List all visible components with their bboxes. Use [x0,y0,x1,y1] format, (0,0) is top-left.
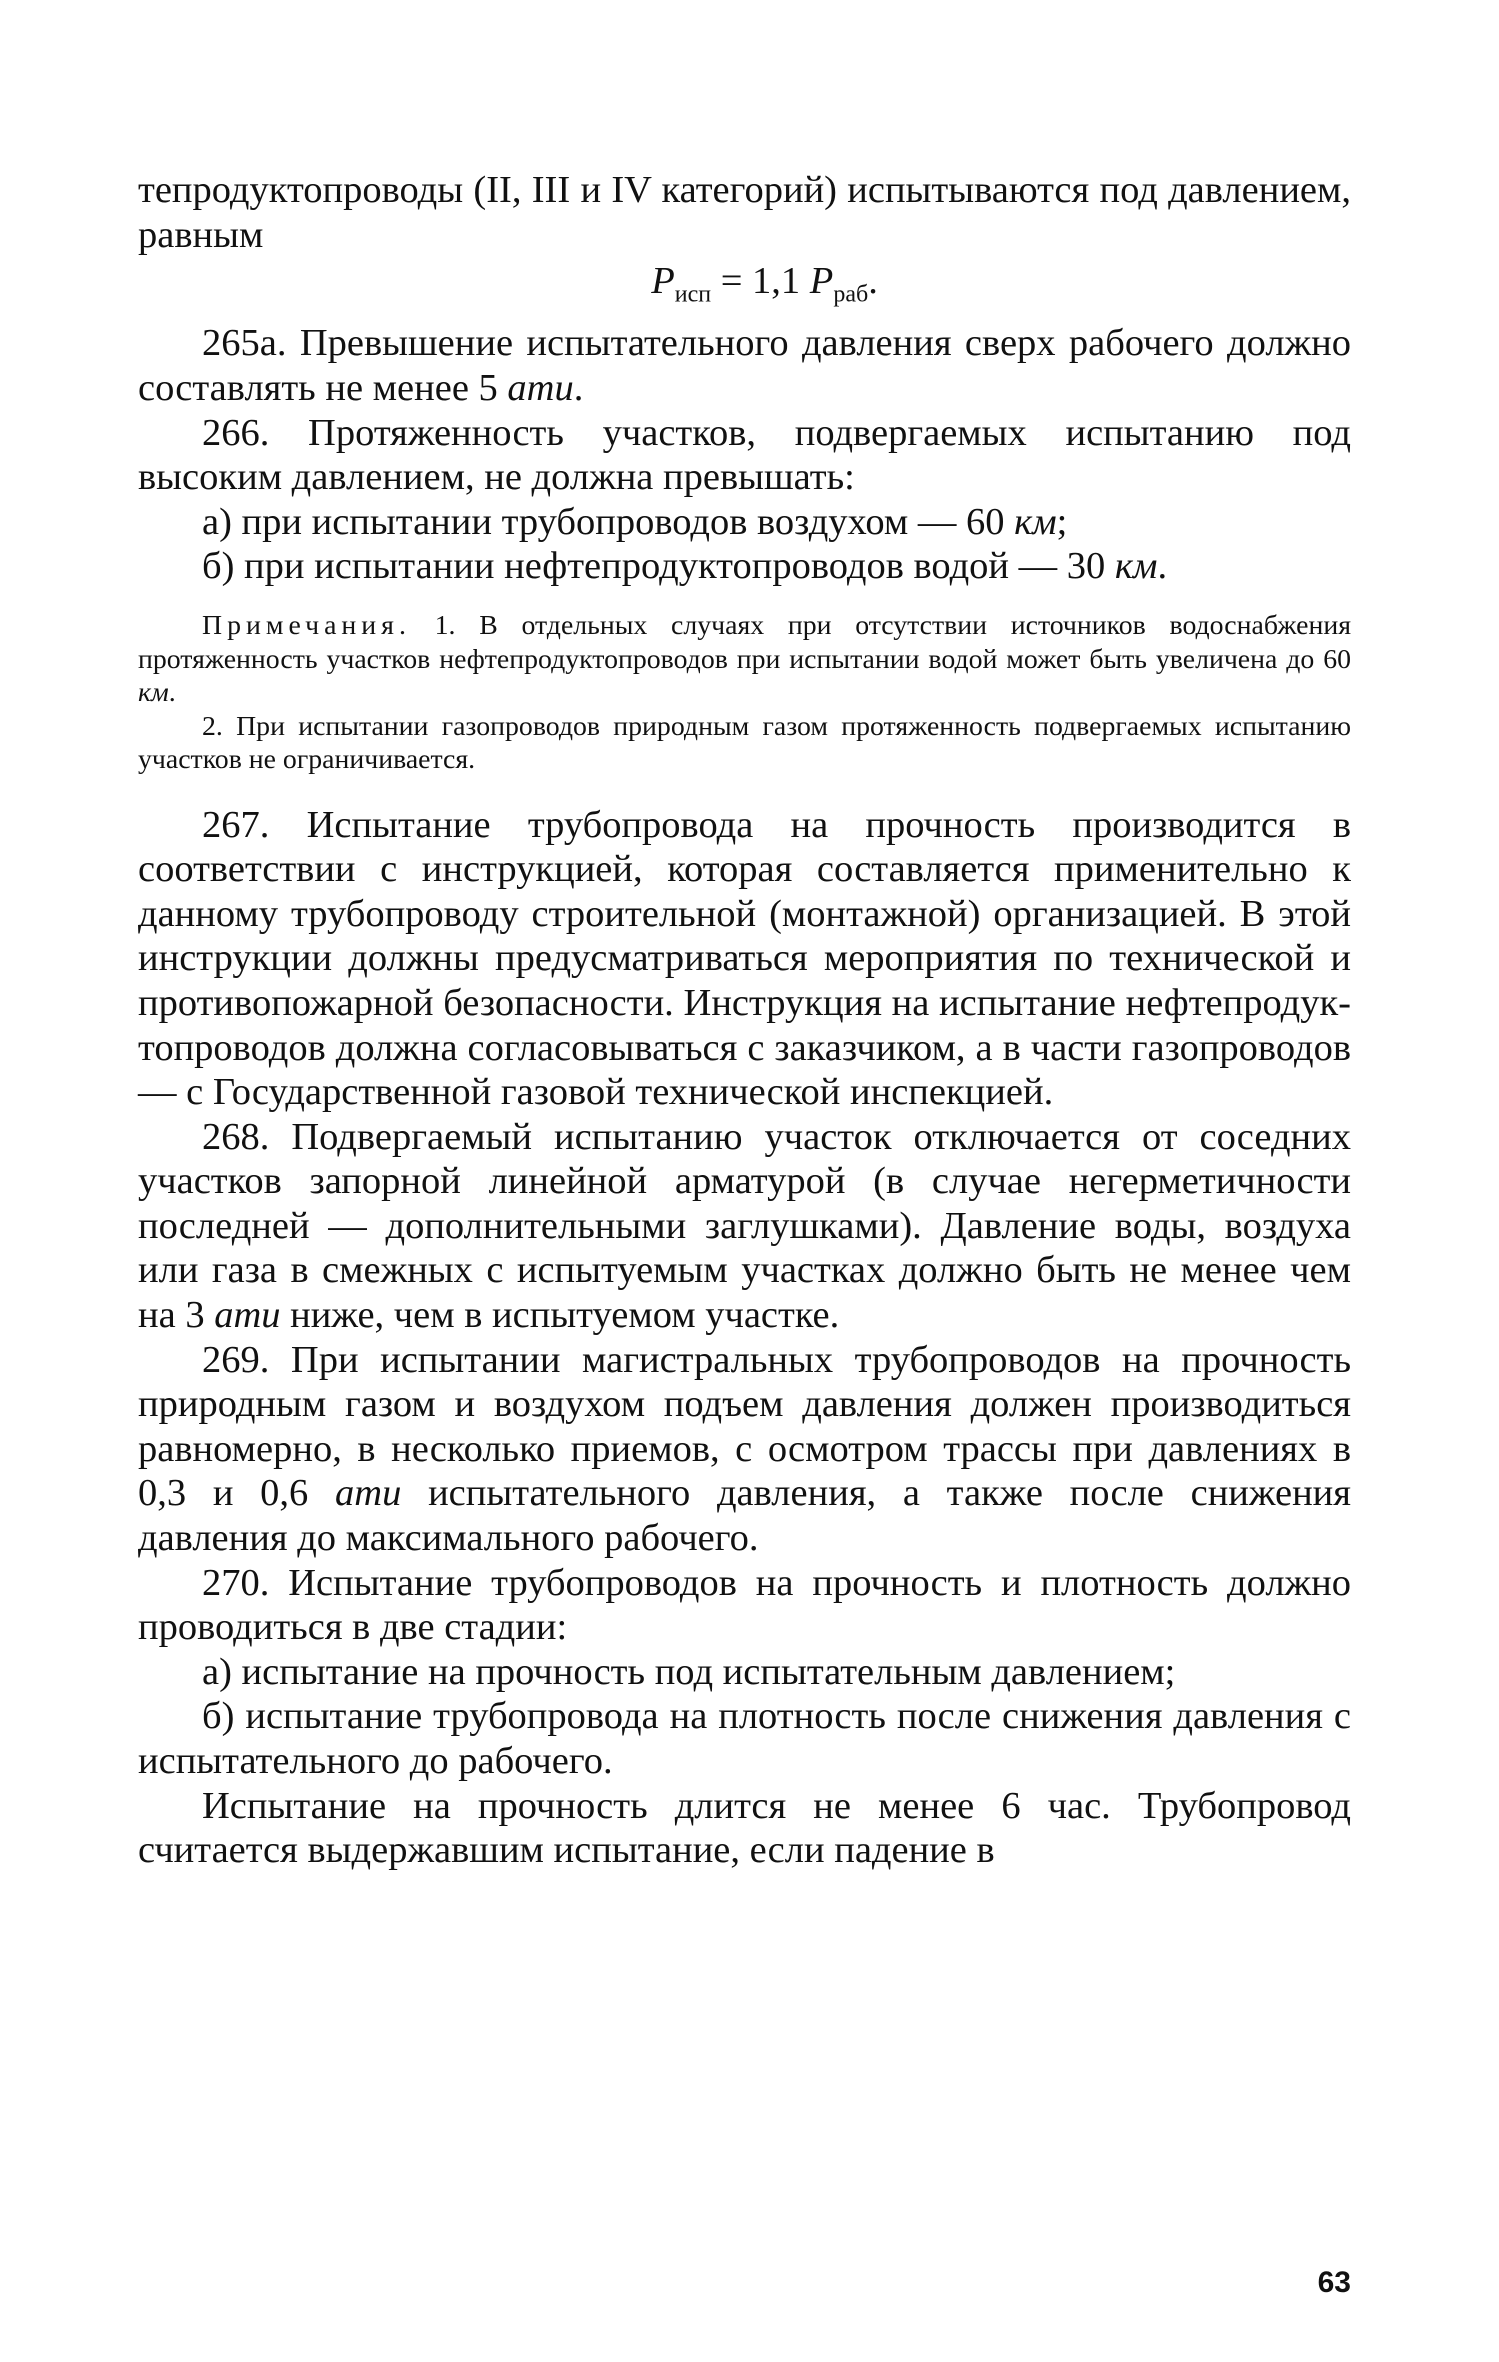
paragraph-text: ниже, чем в испытуемом участке. [280,1294,840,1337]
paragraph-270: 270. Испытание трубопроводов на прочность и плотность должно проводиться в две стадии: [138,1561,1351,1649]
paragraph-text: 268. Подвергаемый испытанию участок отключается от соседних участков запорной линейной арматурой (в случае негерметичности последней — дополнительными заглушками). Давление воды, воздуха или газа в смежных с испытуемым участках должно быть не менее чем на 3 [138,1115,1351,1337]
paragraph-270-b: б) испытание трубопровода на плотность после снижения давления с испытательного до рабочего. [138,1695,1351,1782]
paragraph-continuation [138,168,1351,257]
formula-subscript-test: исп [674,281,712,308]
unit-text: ати [507,367,574,410]
text-line-2: под давлением, равным [138,169,1352,256]
unit-text: ати [214,1294,281,1337]
notes-heading: Примечания. [202,610,411,642]
paragraph-text: б) при испытании нефтепродуктопроводов водой — 30 [202,545,1115,588]
pressure-formula [138,259,1351,317]
paragraph-266-a [138,500,1351,545]
paragraph-text: испытательного давления, а также после снижения давления до максимального рабочего. [138,1472,1351,1560]
paragraph-text: . [1157,545,1168,588]
unit-text: ати [335,1472,402,1515]
formula-symbol-p: P [651,260,675,303]
paragraph-text: 269. При испытании магистральных трубопроводов на прочность природным газом и воздухом подъем давления должен производиться равномерно, в несколько приемов, с осмотром трассы при давлениях в 0,3 и 0,6 [138,1338,1351,1515]
formula-middle: = 1,1 [711,260,810,303]
paragraph-270-a: а) испытание на прочность под испытательным давлением; [202,1650,1176,1693]
paragraph-text: 265а. Превышение испытательного давления сверх рабочего должно составлять не менее 5 [138,322,1351,410]
formula-symbol-p: P [809,260,834,303]
paragraph-text: . [573,367,584,410]
unit-text: км [1014,500,1057,543]
paragraph-269 [138,1338,1351,1561]
unit-text: км [138,677,169,709]
paragraph-text: а) при испытании трубопроводов воздухом — 60 [202,500,1015,543]
paragraph-267: 267. Испытание трубопровода на прочность производится в соответствии с инструкцией, которая составляется применительно к данному трубопроводу строительной (монтажной) организацией. В этой инструкции должны предусматриваться мероприятия по технической и противопожарной безопасности. Инструкция на испытание нефтепродуктопроводов должна согласовываться с заказчиком, а в части газопроводов — с Государственной газовой технической инспекцией. [138,803,1351,1114]
paragraph-266-b [138,544,1351,589]
text-line-1: тепродуктопроводы (II, III и IV категорий) испытываются [138,169,1090,211]
paragraph-final: Испытание на прочность длится не менее 6 час. Трубопровод считается выдержавшим испытание, если падение в [138,1784,1351,1872]
paragraph-266: 266. Протяженность участков, подвергаемых испытанию под высоким давлением, не должна превышать: [138,411,1351,499]
paragraph-text: ; [1056,500,1068,543]
formula-subscript-work: раб [833,281,869,308]
paragraph-265a [138,321,1351,410]
note-text: . [168,677,176,709]
page-number: 63 [1317,2266,1351,2299]
notes-block [138,609,1351,777]
formula-end: . [868,260,878,303]
note-1 [138,609,1351,710]
paragraph-268 [138,1115,1351,1338]
note-text: 1. В отдельных случаях при отсутствии источников водоснабжения протяженность участков нефтепродуктопроводов при испытании водой может быть увеличена до 60 [138,610,1351,675]
unit-text: км [1114,545,1158,588]
note-2: 2. При испытании газопроводов природным газом протяженность подвергаемых испытанию участков не ограничивается. [138,710,1351,776]
